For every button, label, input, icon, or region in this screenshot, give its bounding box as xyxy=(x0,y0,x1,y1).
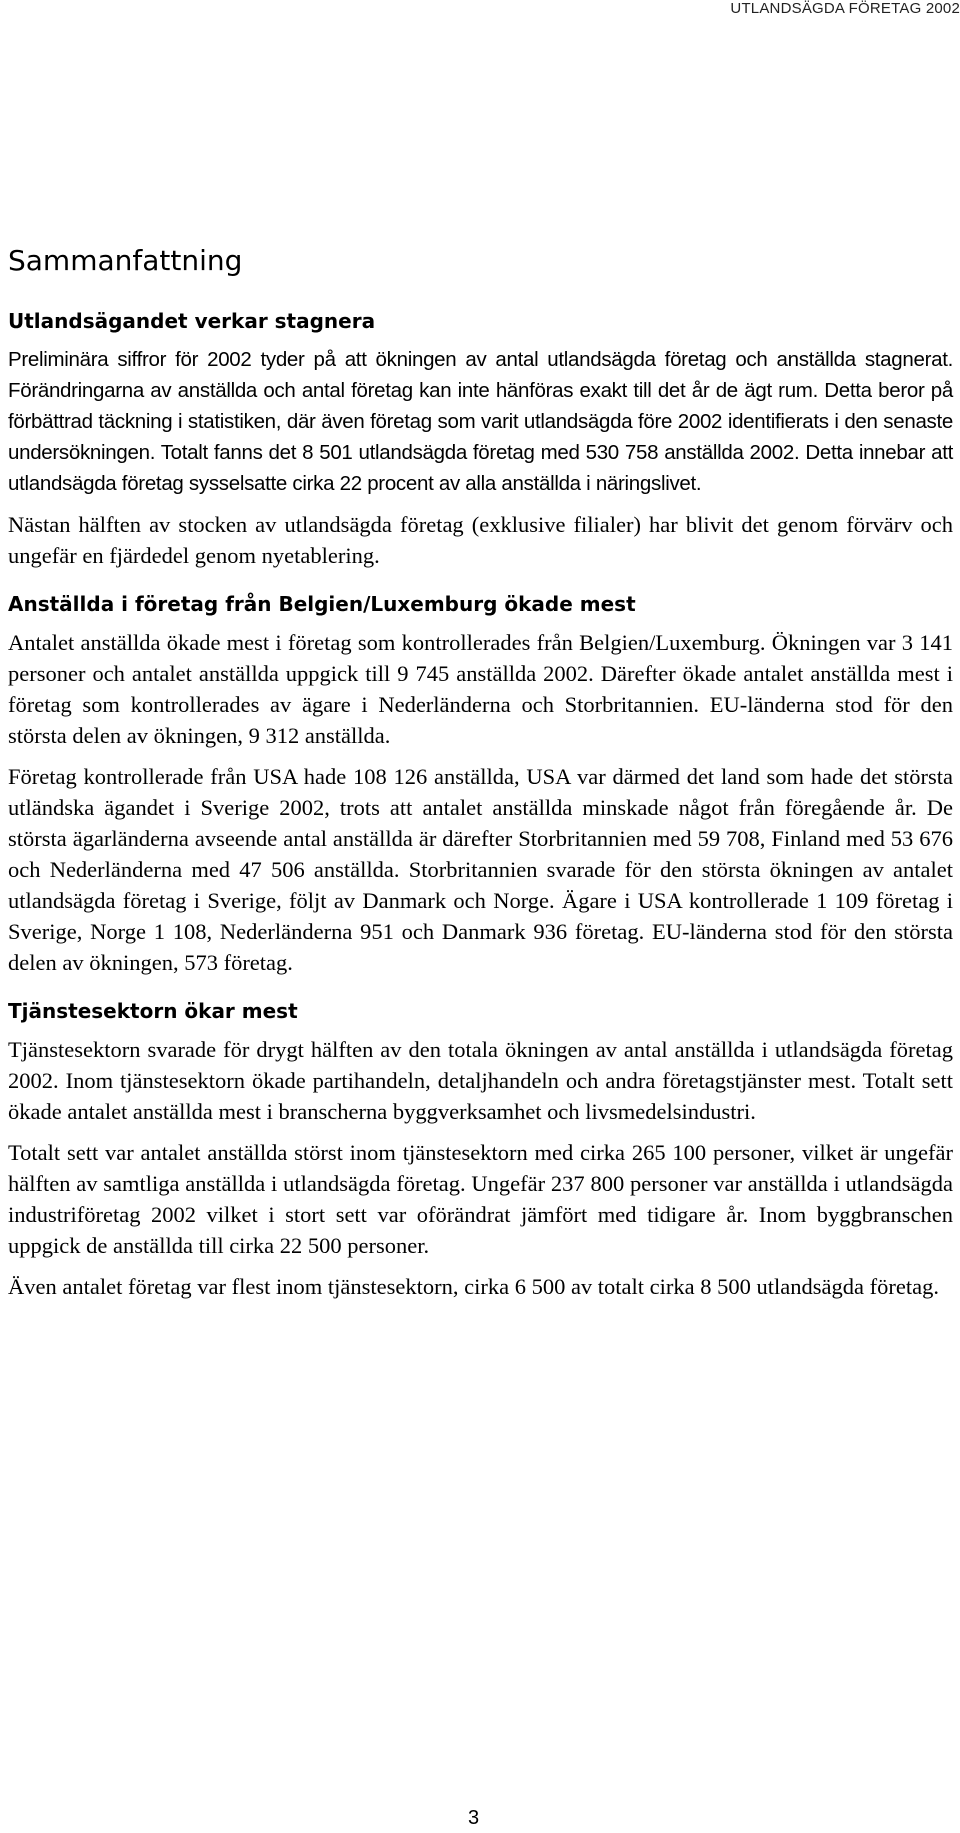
paragraph: Tjänstesektorn svarade för drygt hälften av den totala ökningen av antal anställda i utlandsägda företag 2002. Inom tjänstesektorn ökade partihandeln, detaljhandeln och andra företagstjänster mest. Totalt sett ökade antalet anställda mest i branscherna byggverksamhet och livsmedelsindustri. xyxy=(8,1037,953,1124)
section-heading: Anställda i företag från Belgien/Luxemburg ökade mest xyxy=(8,592,636,616)
document-body xyxy=(8,244,953,1312)
paragraph: Totalt sett var antalet anställda störst inom tjänstesektorn med cirka 265 100 personer, vilket är ungefär hälften av samtliga anställda i utlandsägda företag. Ungefär 237 800 personer var anställda i utlandsägda industriföretag 2002 vilket i stort sett var oförändrat jämfört med tidigare år. Inom byggbranschen uppgick de anställda till cirka 22 500 personer. xyxy=(8,1140,953,1258)
section-tjanstesektorn xyxy=(8,998,953,1302)
paragraph: Nästan hälften av stocken av utlandsägda företag (exklusive filialer) har blivit det genom förvärv och ungefär en fjärdedel genom nyetablering. xyxy=(8,512,953,568)
paragraph: Antalet anställda ökade mest i företag som kontrollerades från Belgien/Luxemburg. Ökningen var 3 141 personer och antalet anställda uppgick till 9 745 anställda 2002. Därefter ökade antalet anställda mest i företag som kontrollerades av ägare i Nederländerna och Storbritannien. EU-länderna stod för den största delen av ökningen, 9 312 anställda. xyxy=(8,630,953,748)
paragraph: Företag kontrollerade från USA hade 108 126 anställda, USA var därmed det land som hade det största utländska ägandet i Sverige 2002, trots att antalet anställda minskade något från föregående år. De största ägarländerna avseende antal anställda är därefter Storbritannien med 59 708, Finland med 53 676 och Nederländerna med 47 506 anställda. Storbritannien svarade för den största ökningen av antalet utlandsägda företag i Sverige, följt av Danmark och Norge. Ägare i USA kontrollerade 1 109 företag i Sverige, Norge 1 108, Nederländerna 951 och Danmark 936 företag. EU-länderna stod för den största delen av ökningen, 573 företag. xyxy=(8,764,953,975)
paragraph: Även antalet företag var flest inom tjänstesektorn, cirka 6 500 av totalt cirka 8 500 utlandsägda företag. xyxy=(8,1274,939,1299)
section-utlandsagandet xyxy=(8,308,953,571)
paragraph: Preliminära siffror för 2002 tyder på att ökningen av antal utlandsägda företag och anställda stagnerat. Förändringarna av anställda och antal företag kan inte hänföras exakt till det år de ägt rum. Detta beror på förbättrad täckning i statistiken, där även företag som varit utlandsägda före 2002 identifierats i den senaste undersökningen. Totalt fanns det 8 501 utlandsägda företag med 530 758 anställda 2002. Detta innebar att utlandsägda företag sysselsatte cirka 22 procent av alla anställda i näringslivet. xyxy=(8,348,953,495)
page-title: Sammanfattning xyxy=(8,244,243,277)
page-number: 3 xyxy=(468,1807,480,1829)
section-heading: Utlandsägandet verkar stagnera xyxy=(8,309,376,333)
section-belgien-luxemburg xyxy=(8,591,953,978)
running-header: UTLANDSÄGDA FÖRETAG 2002 xyxy=(730,0,960,17)
section-heading: Tjänstesektorn ökar mest xyxy=(8,999,298,1023)
